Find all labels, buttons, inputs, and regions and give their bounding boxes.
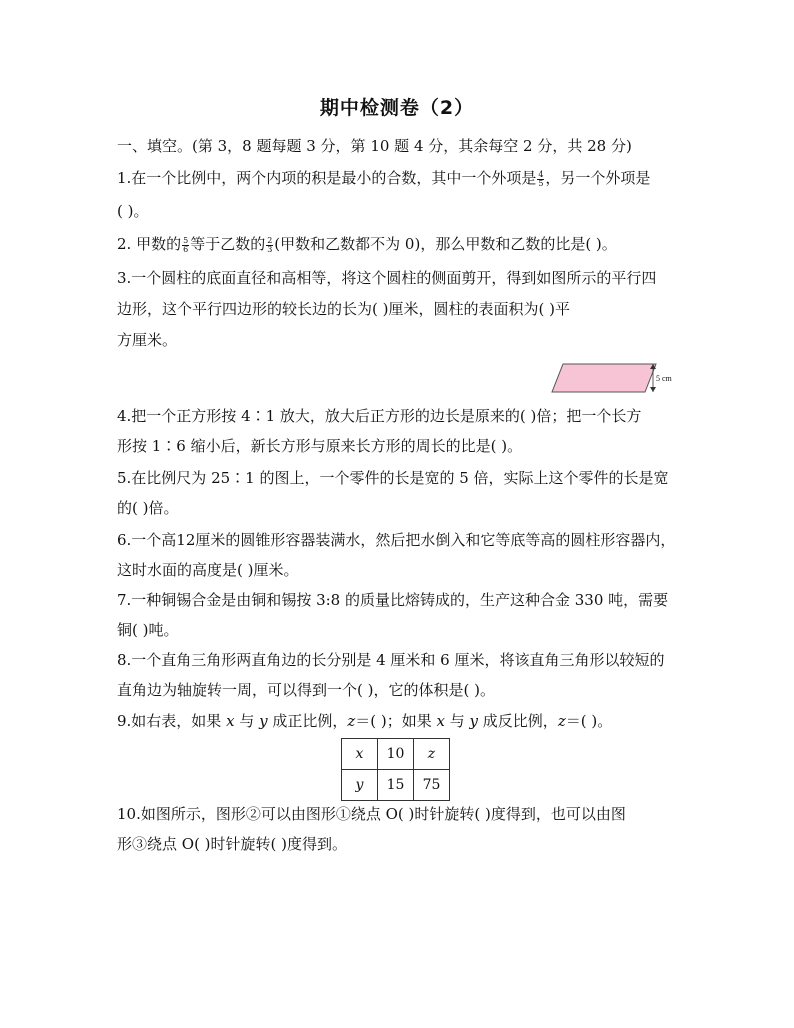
q2-fraction-2-numerator: 2: [267, 235, 273, 245]
table-cell: 15: [378, 770, 414, 801]
parallelogram-figure: [549, 358, 681, 396]
q8-line-1: 8.一个直角三角形两直角边的长分别是 4 厘米和 6 厘米，将该直角三角形以较短的: [117, 651, 665, 669]
q1-text-b: ，另一个外项是: [545, 169, 651, 187]
q4-line-1: 4.把一个正方形按 4∶1 放大，放大后正方形的边长是原来的( )倍；把一个长方: [117, 407, 642, 425]
question-9: [117, 711, 612, 731]
table-cell: 75: [414, 770, 450, 801]
q5-line-1: 5.在比例尺为 25∶1 的图上，一个零件的长是宽的 5 倍，实际上这个零件的长是宽: [117, 469, 669, 487]
q1-fraction-denominator: 5: [538, 178, 544, 188]
q2-text-a: 2. 甲数的: [117, 235, 182, 253]
q2-fraction-1-denominator: 6: [183, 244, 189, 254]
table-cell: y: [342, 770, 378, 801]
q3-line-3: 方厘米。: [117, 331, 178, 349]
q2-fraction-1: [182, 237, 189, 254]
q9-text-c: 成正比例，: [267, 712, 348, 730]
table-row: [342, 770, 450, 801]
q9-var-z: z: [347, 712, 356, 730]
q9-var-y: y: [259, 712, 268, 730]
q1-text-a: 1.在一个比例中，两个内项的积是最小的合数，其中一个外项是: [117, 169, 537, 187]
q9-var-x: x: [226, 712, 235, 730]
q2-fraction-1-numerator: 5: [183, 235, 189, 245]
q9-text-d: ＝( )；如果: [355, 712, 437, 730]
q9-var-z2: z: [557, 712, 566, 730]
page-title: 期中检测卷（2）: [319, 97, 475, 119]
q8-line-2: 直角边为轴旋转一周，可以得到一个( )，它的体积是( )。: [117, 681, 495, 699]
q1-line-2: ( )。: [117, 202, 149, 220]
q9-text-g: ＝( )。: [565, 712, 613, 730]
q2-text-b: 等于乙数的: [190, 235, 266, 253]
q4-line-2: 形按 1∶6 缩小后，新长方形与原来长方形的周长的比是( )。: [117, 437, 523, 455]
q2-text-c: (甲数和乙数都不为 0)，那么甲数和乙数的比是( )。: [274, 235, 617, 253]
xy-table: [341, 738, 450, 801]
table-cell: 10: [378, 739, 414, 770]
q10-line-1: 10.如图所示，图形②可以由图形①绕点 O( )时针旋转( )度得到，也可以由图: [117, 805, 626, 823]
q9-var-x2: x: [436, 712, 445, 730]
q1-fraction-numerator: 4: [538, 169, 544, 179]
table-cell: z: [414, 739, 450, 770]
question-2: [117, 234, 617, 254]
height-arrow-bottom: [650, 387, 656, 392]
parallelogram-shape: [552, 364, 656, 392]
q2-fraction-2-denominator: 3: [267, 244, 273, 254]
q6-line-2: 这时水面的高度是( )厘米。: [117, 561, 299, 579]
q7-line-2: 铜( )吨。: [117, 621, 179, 639]
q10-line-2: 形③绕点 O( )时针旋转( )度得到。: [117, 835, 348, 853]
q2-fraction-2: [266, 237, 273, 254]
section-heading: 一、填空。(第 3，8 题每题 3 分，第 10 题 4 分，其余每空 2 分，共 28 分): [117, 137, 632, 155]
table-cell: x: [342, 739, 378, 770]
q9-text-e: 与: [445, 712, 470, 730]
q9-text-b: 与: [234, 712, 260, 730]
q6-line-1: 6.一个高12厘米的圆锥形容器装满水，然后把水倒入和它等底等高的圆柱形容器内，: [117, 531, 676, 549]
q3-line-2: 边形，这个平行四边形的较长边的长为( )厘米，圆柱的表面积为( )平: [117, 300, 570, 318]
q3-line-1: 3.一个圆柱的底面直径和高相等，将这个圆柱的侧面剪开，得到如图所示的平行四: [117, 269, 657, 287]
q9-text-a: 9.如右表，如果: [117, 712, 227, 730]
q9-text-f: 成反比例，: [478, 712, 558, 730]
q5-line-2: 的( )倍。: [117, 499, 179, 517]
q1-fraction: [537, 171, 544, 188]
q7-line-1: 7.一种铜锡合金是由铜和锡按 3:8 的质量比熔铸成的，生产这种合金 330 吨，需要: [117, 591, 669, 609]
height-label: 5 cm: [656, 374, 672, 383]
q9-var-y2: y: [469, 712, 479, 730]
question-1: [117, 168, 650, 188]
table-row: [342, 739, 450, 770]
